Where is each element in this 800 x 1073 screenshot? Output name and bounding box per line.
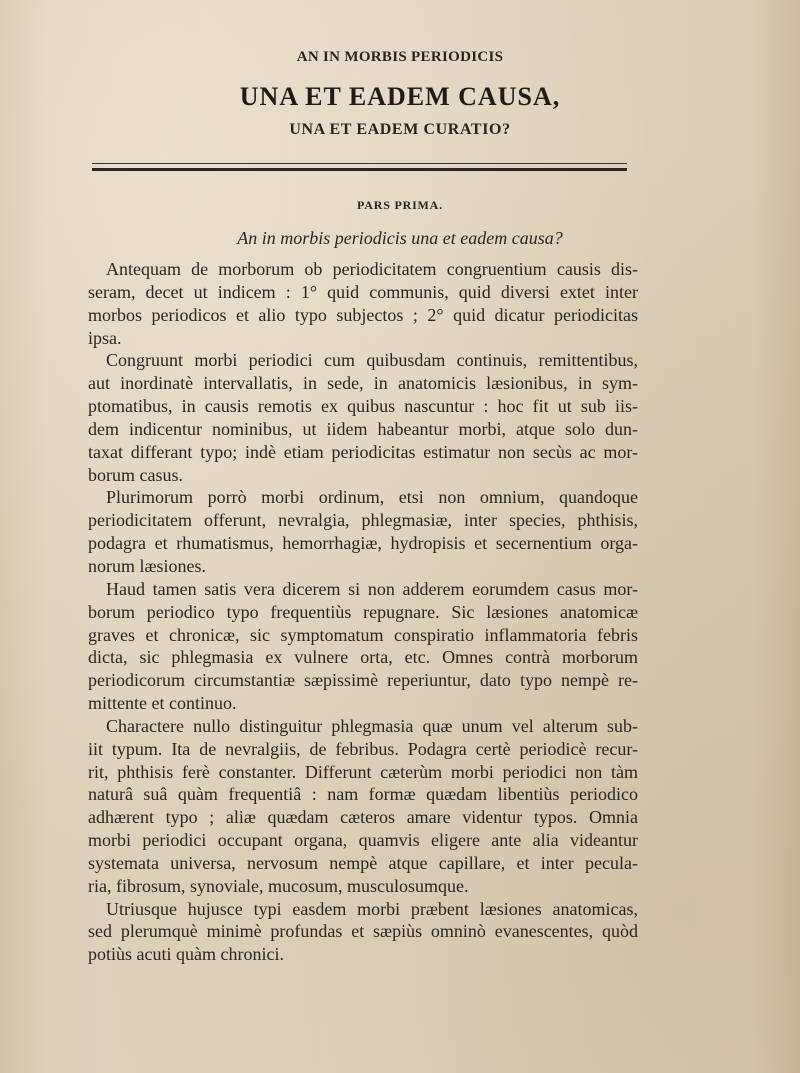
text-line: Plurimorum porrò morbi ordinum, etsi non omnium, quandoque (106, 487, 638, 508)
text-line: morbi periodici occupant organa, quamvis eligere ante alia videantur (88, 830, 638, 851)
text-line: sed plerumquè minimè profundas et sæpiùs omninò evanescentes, quòd (88, 921, 638, 942)
part-heading: PARS PRIMA. (357, 198, 443, 212)
page-title: UNA ET EADEM CAUSA, (239, 82, 561, 111)
text-line: Charactere nullo distinguitur phlegmasia quæ unum vel alterum sub- (106, 715, 638, 736)
text-line: periodicitatem offerunt, nevralgia, phlegmasiæ, inter species, phthisis, (88, 510, 638, 531)
text-line: seram, decet ut indicem : 1° quid communis, quid diversi extet inter (88, 281, 638, 302)
text-line: taxat differant typo; indè etiam periodicitas estimatur non secùs ac mor- (88, 441, 638, 462)
text-line: Congruunt morbi periodici cum quibusdam continuis, remittentibus, (106, 350, 638, 371)
text-line: rit, phthisis ferè constanter. Differunt cæterùm morbi periodici non tàm (88, 761, 638, 782)
title-rule-thin (92, 163, 627, 164)
body-text (88, 258, 638, 966)
text-line: Utriusque hujusce typi easdem morbi præbent læsiones anatomicas, (106, 898, 638, 919)
text-line: mittente et continuo. (88, 693, 237, 714)
text-line: naturâ suâ quàm frequentiâ : nam formæ quædam libentiùs periodico (88, 784, 638, 805)
text-line: ipsa. (88, 327, 122, 348)
text-line: dem indicentur nominibus, ut iidem habeantur morbi, atque solo dun- (88, 418, 638, 439)
text-line: ria, fibrosum, synoviale, mucosum, musculosumque. (88, 875, 469, 896)
text-line: borum casus. (88, 464, 183, 485)
text-line: Antequam de morborum ob periodicitatem congruentium causis dis- (106, 259, 638, 279)
text-line: potiùs acuti quàm chronici. (88, 944, 284, 965)
text-line: ptomatibus, in causis remotis ex quibus nascuntur : hoc fit ut sub iis- (88, 396, 638, 417)
text-line: borum periodico typo frequentiùs repugnare. Sic læsiones anatomicæ (88, 601, 638, 622)
text-line: podagra et rhumatismus, hemorrhagiæ, hydropisis et secernentium orga- (88, 533, 638, 554)
text-line: adhærent typo ; aliæ quædam cæteros amare videntur typos. Omnia (88, 807, 638, 828)
text-line: norum læsiones. (88, 555, 207, 576)
page-subtitle: UNA ET EADEM CURATIO? (289, 121, 511, 138)
text-line: periodicorum circumstantiæ sæpissimè reperiuntur, dato typo nempè re- (88, 670, 638, 691)
over-title: AN IN MORBIS PERIODICIS (296, 49, 504, 65)
text-line: iit typum. Ita de nevralgiis, de febribus. Podagra certè periodicè recur- (88, 738, 638, 759)
title-rule-thick (92, 168, 627, 171)
text-line: graves et chronicæ, sic symptomatum conspiratio inflammatoria febris (88, 624, 638, 645)
text-line: dicta, sic phlegmasia ex vulnere orta, etc. Omnes contrà morborum (88, 647, 638, 668)
text-line: aut inordinatè intervallatis, in sede, in anatomicis læsionibus, in sym- (88, 373, 638, 394)
text-line: Haud tamen satis vera dicerem si non adderem eorumdem casus mor- (106, 578, 638, 599)
section-question: An in morbis periodicis una et eadem causa? (237, 228, 563, 248)
text-line: systemata universa, nervosum nempè atque capillare, et inter pecula- (88, 852, 638, 873)
text-line: morbos periodicos et alio typo subjectos ; 2° quid dicatur periodicitas (88, 304, 638, 325)
